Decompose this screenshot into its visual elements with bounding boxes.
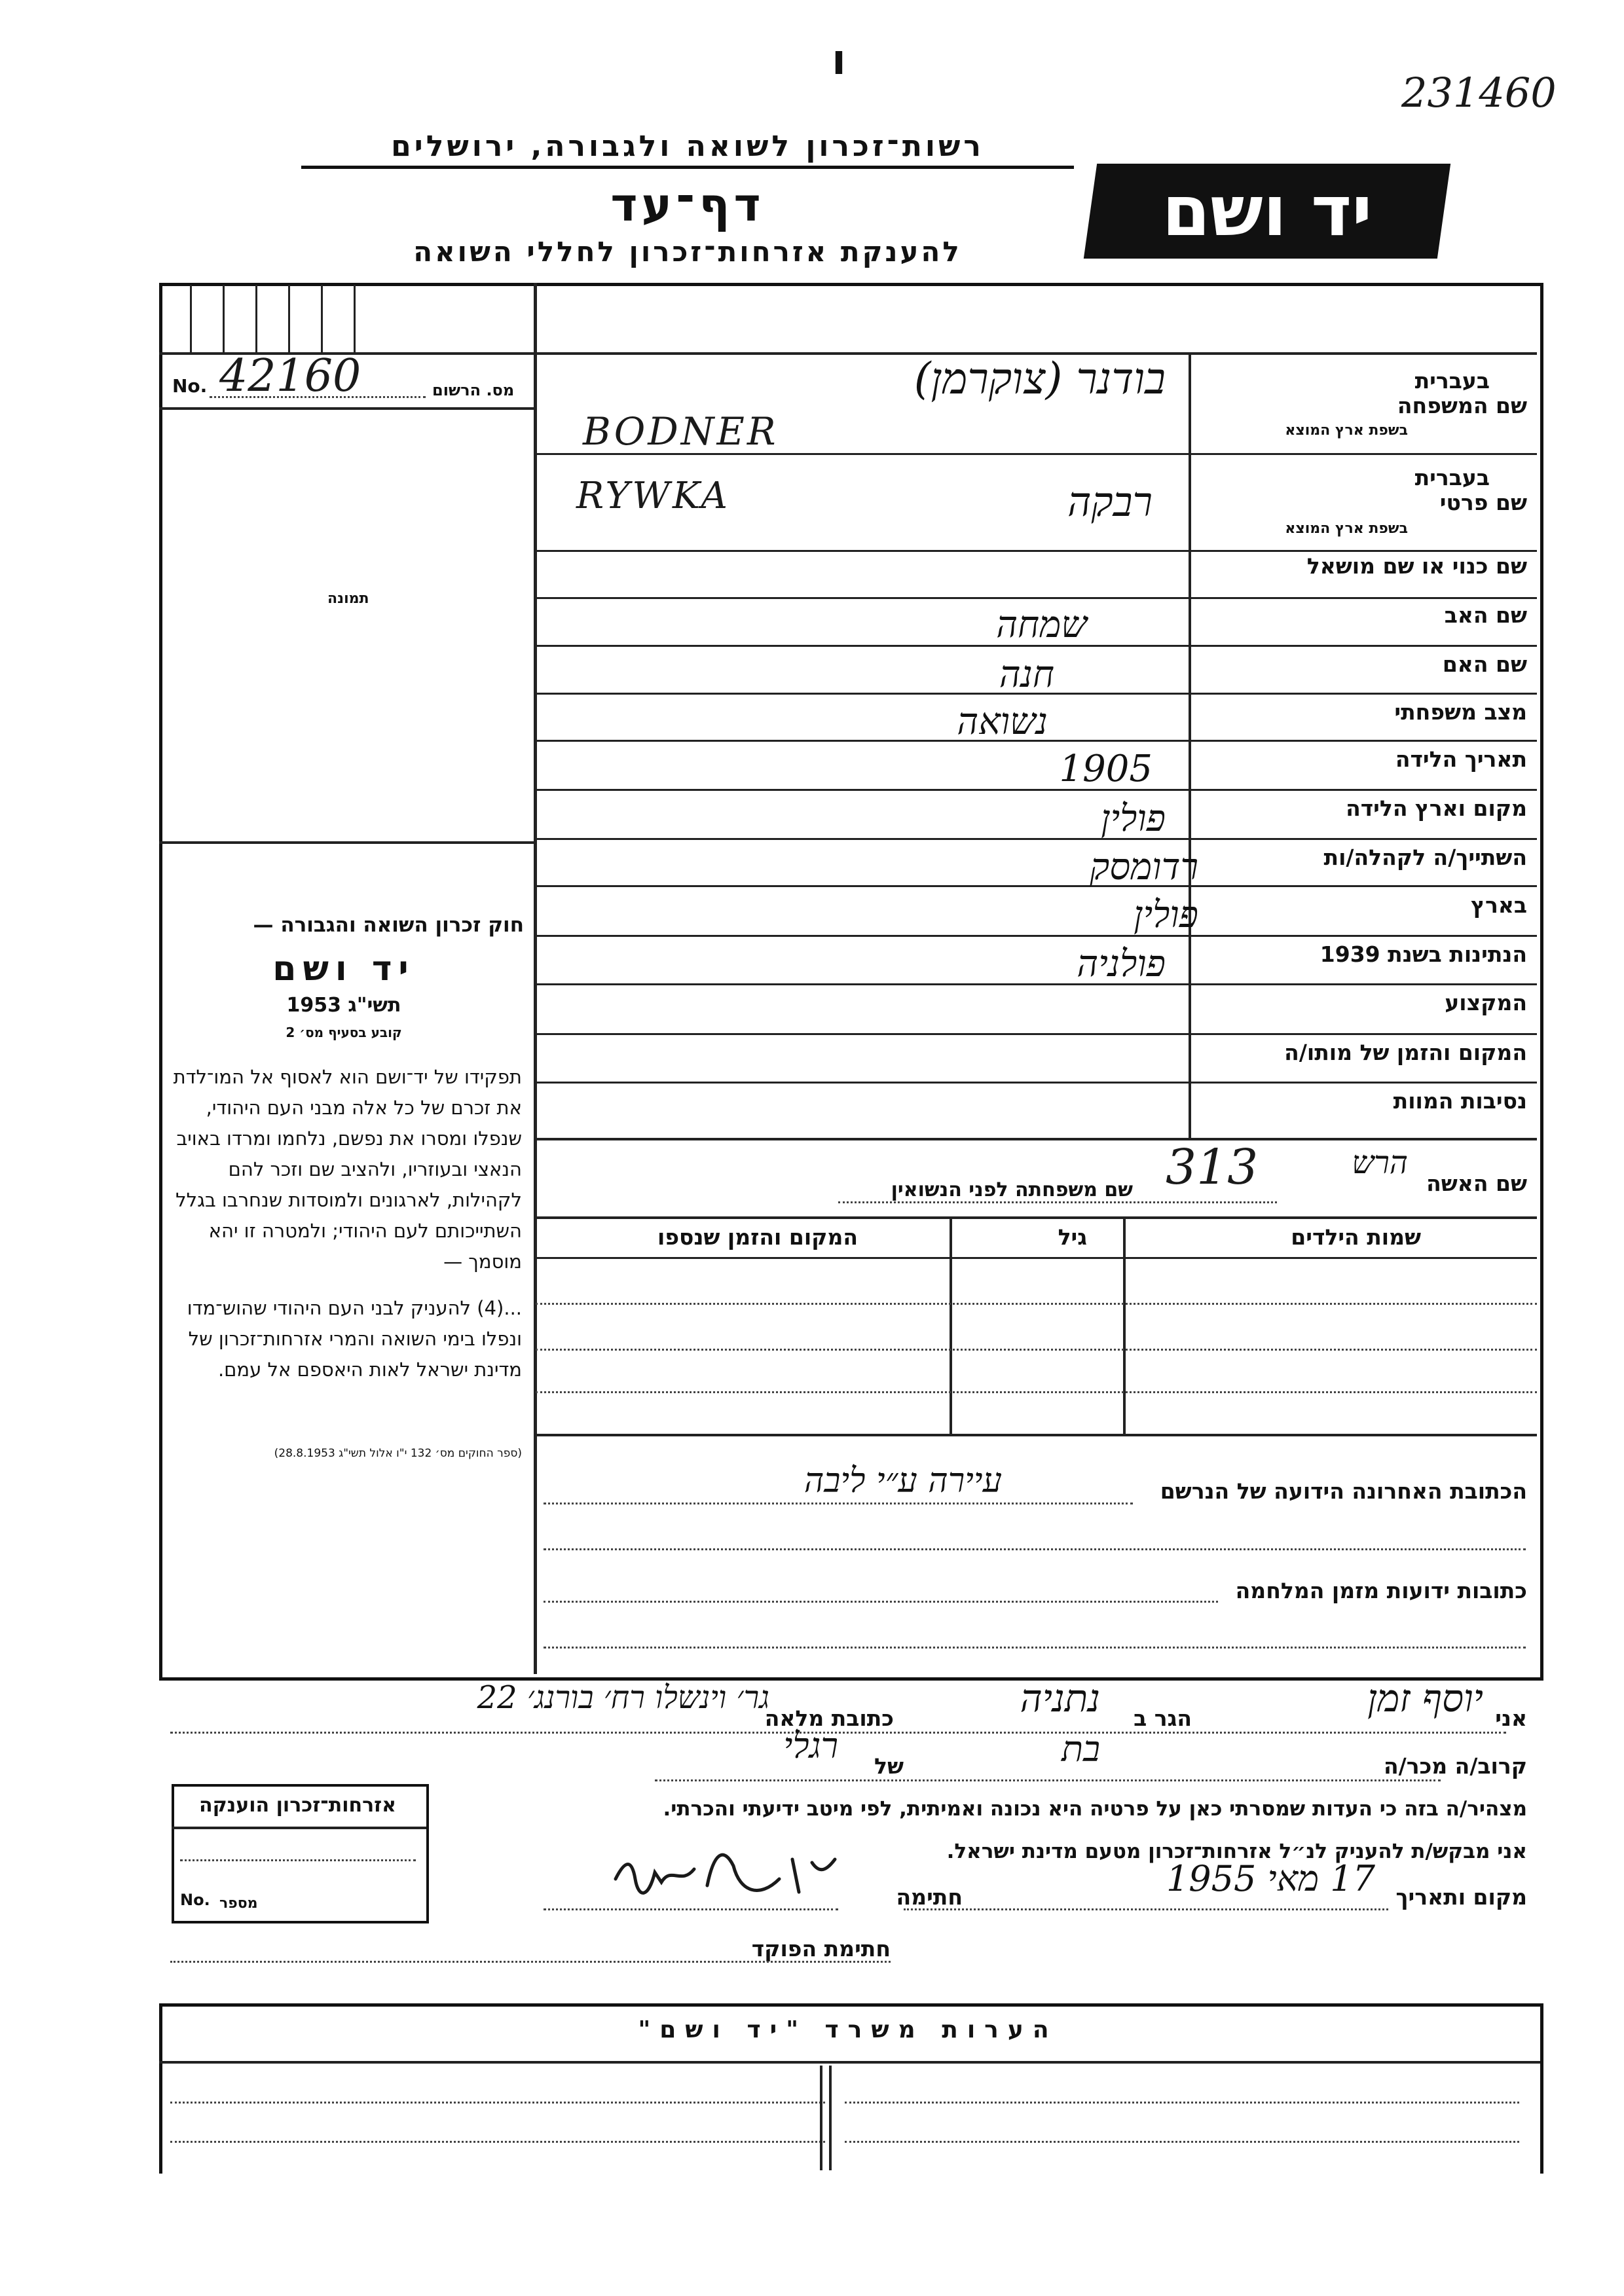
law-title: חוק זכרון השואה והגבורה — (253, 913, 524, 937)
left-column-divider (534, 283, 537, 1674)
citizenship-number-en: No. (180, 1891, 210, 1909)
photo-bottom-line (159, 841, 536, 844)
declarant-address-value: גר׳ וינשלו רח׳ בורנג׳ 22 (477, 1679, 769, 1716)
spouse-name-value: הרש (1352, 1144, 1408, 1181)
logo-text: יד ושם (1162, 171, 1373, 251)
relative-label: קרוב/ה מכר/ה (1384, 1753, 1527, 1779)
office-notes-title: הערות משרד "יד ושם" (638, 2016, 1058, 2043)
top-strip-line (159, 352, 1537, 355)
photo-label: תמונה (327, 591, 369, 607)
signature-label: חתימה (896, 1884, 963, 1910)
children-names-header: שמות הילדים (1291, 1224, 1421, 1250)
citizenship-box-title: אזרחות־זכרון הוענקה (198, 1794, 397, 1817)
declaration-text: מצהיר/ה בזה כי העדות שמסרתי כאן על פרטיה היא נכונה ואמיתית, לפי מיטב ידיעתי והכרתי. (663, 1797, 1527, 1821)
officer-signature-dotted (170, 1961, 891, 1963)
family-name-latin-value: BODNER (583, 409, 779, 454)
law-text-2: ...(4) להעניק לבני העם היהודי שהוש־מדו ונפלו בימי השואה והמרי אזרחות־זכרון של מדינת ישראל לאות היאספם אל עמם. (187, 1297, 522, 1381)
first-name-latin-value: RYWKA (576, 475, 730, 517)
community-value: רדומסק (1090, 846, 1198, 888)
marital-status-label: מצב משפחתי (1394, 699, 1527, 725)
birth-date-label: תאריך הלידה (1395, 746, 1527, 772)
mother-label: שם האם (1442, 651, 1527, 677)
declarant-line-1 (170, 1732, 1506, 1734)
in-hebrew-label-1: בעברית (1414, 368, 1490, 393)
of-label: של (874, 1753, 904, 1779)
father-label: שם האב (1444, 602, 1527, 628)
children-age-header: גיל (1058, 1224, 1087, 1250)
death-place-time-label: המקום והזמן של מותו/ה (1284, 1040, 1527, 1065)
mother-value: חנה (999, 653, 1054, 696)
law-text-1: תפקידו של יד־ושם הוא לאסוף אל המו־לדת את זכרם של כל אלה מבני העם היהודי, שנפלו ומסרו את נפשם, נלחמו ומרדו באויב הנאצי ובעוזריו, ולהציב שם וזכר להם לקהילות, לארגונים ולמוסדות שנחרבו בגלל השתייכותם לעם היהודי; ולמטרה זו יהא מוסמך — (173, 1066, 522, 1273)
resides-label: הגר ב (1134, 1705, 1192, 1731)
last-address-label: הכתובת האחרונה הידועה של הנרשם (1160, 1478, 1527, 1504)
declarant-i-label: אני (1495, 1705, 1527, 1731)
officer-signature-label: חתימת הפוקד (751, 1936, 891, 1961)
origin-lang-label-2: בשפת ארץ המוצא (1285, 520, 1408, 537)
declarant-city-value: נתניה (1020, 1676, 1100, 1721)
last-address-value: עיירה ע״י ליבה (803, 1461, 1002, 1501)
profession-label: המקצוע (1445, 990, 1527, 1015)
country-label: בארץ (1471, 892, 1527, 918)
yad-vashem-logo (1084, 164, 1450, 259)
declarant-name-value: יוסף זמן (1367, 1676, 1483, 1721)
birth-place-label: מקום וארץ הלידה (1346, 795, 1527, 821)
form-subtitle: להענקת אזרחות־זכרון לחללי השואה (413, 236, 962, 268)
marital-status-value: נשואה (957, 701, 1048, 743)
origin-lang-label-1: בשפת ארץ המוצא (1285, 422, 1408, 439)
maiden-name-value: 313 (1166, 1139, 1259, 1195)
archive-number: 231460 (1401, 69, 1557, 117)
children-death-header: המקום והזמן שנספו (657, 1224, 858, 1250)
citizenship-1939-label: הנתינות בשנת 1939 (1320, 941, 1527, 967)
form-title: דף־עד (610, 178, 765, 232)
community-label: השתייך/ה לקהלה/ות (1323, 845, 1527, 870)
wartime-dotted (544, 1601, 1218, 1603)
maiden-name-label: שם משפחתה לפני הנשואין (891, 1178, 1133, 1201)
death-circumstances-label: נסיבות המוות (1393, 1088, 1527, 1114)
first-name-label: שם פרטי (1439, 490, 1527, 515)
birth-date-value: 1905 (1059, 748, 1153, 790)
place-date-label: מקום ותאריך (1395, 1884, 1527, 1910)
in-hebrew-label-2: בעברית (1414, 465, 1490, 490)
registration-value: 42160 (219, 350, 361, 402)
family-name-label: שם המשפחה (1397, 393, 1527, 418)
declarant-line-2 (655, 1779, 1441, 1781)
first-name-hebrew-value: רבקה (1067, 478, 1153, 526)
citizenship-number-label: מספר (219, 1895, 258, 1912)
wartime-dotted-2 (544, 1647, 1526, 1649)
full-address-label: כתובת מלאה (764, 1705, 894, 1731)
maiden-name-dotted (838, 1201, 1277, 1203)
authority-line: רשות־זכרון לשואה ולגבורה, ירושלים (301, 130, 1074, 169)
last-address-dotted (544, 1503, 1133, 1504)
address-dotted-2 (544, 1548, 1526, 1550)
relation-value: בת (1061, 1728, 1100, 1770)
birth-place-value: פולין (1101, 797, 1166, 840)
wartime-address-label: כתובות ידועות מזמן המלחמה (1235, 1578, 1527, 1603)
page-mark: ו (832, 36, 846, 84)
country-value: פולין (1134, 894, 1198, 936)
of-value: רגלי (783, 1725, 838, 1766)
date-dotted (904, 1908, 1388, 1910)
law-year: תשי"ג 1953 (286, 994, 401, 1017)
law-section: קובע בסעיף מס׳ 2 (286, 1025, 402, 1040)
nickname-label: שם כנוי או שם מושאל (1306, 553, 1527, 579)
citizenship-1939-value: פולניה (1077, 943, 1166, 985)
family-name-hebrew-value: בודנר (צוקרמן) (913, 354, 1166, 404)
law-citation: (ספר החוקים מס׳ 132 י"ו אלול תשי"ג 28.8.1953) (274, 1447, 522, 1460)
declarant-signature (609, 1833, 845, 1912)
place-date-value: 17 מאי 1955 (1166, 1858, 1375, 1899)
request-text: אני מבקש/ת להעניק לנ״ל אזרחות־זכרון מטעם מדינת ישראל. (946, 1840, 1527, 1863)
father-value: שמחה (996, 604, 1087, 646)
registration-no-label: No. (172, 375, 208, 397)
law-name: יד ושם (272, 949, 415, 989)
label-column-divider (1189, 352, 1191, 1138)
registration-label: מס. הרשום (432, 381, 515, 399)
spouse-label: שם האשה (1426, 1171, 1527, 1196)
registration-bottom-line (159, 407, 536, 410)
